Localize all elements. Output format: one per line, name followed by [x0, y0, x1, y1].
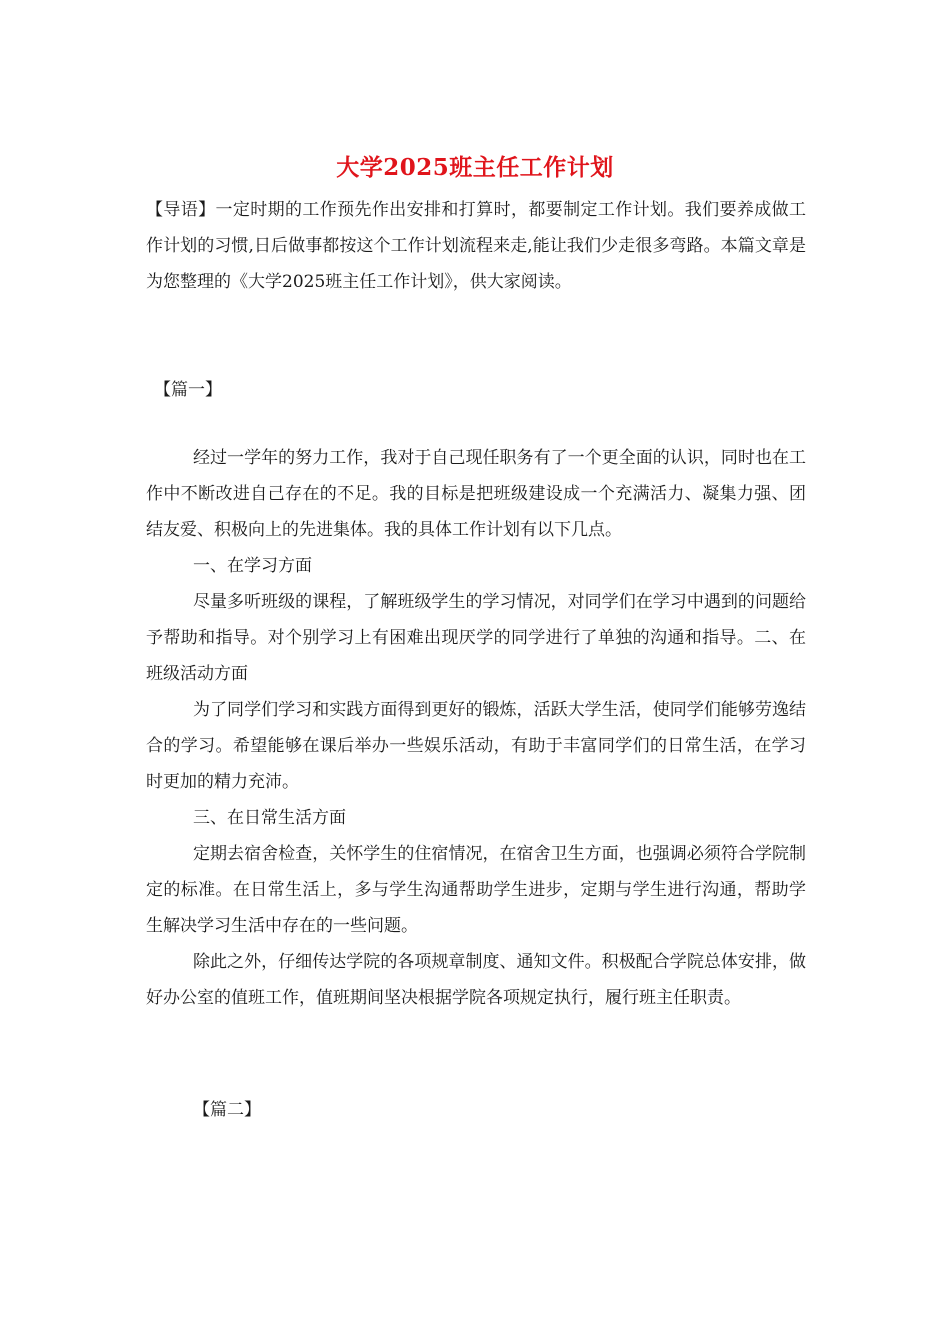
paragraph: 尽量多听班级的课程，了解班级学生的学习情况，对同学们在学习中遇到的问题给予帮助和指导。对个别学习上有困难出现厌学的同学进行了单独的沟通和指导。二、在班级活动方面	[146, 592, 806, 684]
section-label-1: 【篇一】	[154, 380, 222, 400]
section-label-2: 【篇二】	[193, 1100, 261, 1120]
paragraph: 除此之外，仔细传达学院的各项规章制度、通知文件。积极配合学院总体安排，做好办公室的值班工作，值班期间坚决根据学院各项规定执行，履行班主任职责。	[146, 952, 806, 1008]
section-1-body	[146, 440, 806, 1016]
intro-paragraph	[146, 192, 806, 300]
document-title: 大学2025班主任工作计划	[336, 154, 614, 181]
paragraph: 定期去宿舍检查，关怀学生的住宿情况，在宿舍卫生方面，也强调必须符合学院制定的标准。在日常生活上，多与学生沟通帮助学生进步，定期与学生进行沟通，帮助学生解决学习生活中存在的一些问题。	[146, 844, 806, 936]
subheading-study: 一、在学习方面	[193, 556, 312, 576]
subheading-daily-life: 三、在日常生活方面	[193, 808, 346, 828]
paragraph: 为了同学们学习和实践方面得到更好的锻炼，活跃大学生活，使同学们能够劳逸结合的学习。希望能够在课后举办一些娱乐活动，有助于丰富同学们的日常生活，在学习时更加的精力充沛。	[146, 700, 806, 792]
paragraph: 经过一学年的努力工作，我对于自己现任职务有了一个更全面的认识，同时也在工作中不断改进自己存在的不足。我的目标是把班级建设成一个充满活力、凝集力强、团结友爱、积极向上的先进集体。我的具体工作计划有以下几点。	[146, 448, 806, 540]
intro-text: 【导语】一定时期的工作预先作出安排和打算时，都要制定工作计划。我们要养成做工作计划的习惯,日后做事都按这个工作计划流程来走,能让我们少走很多弯路。本篇文章是为您整理的《大学2025班主任工作计划》，供大家阅读。	[146, 200, 806, 292]
